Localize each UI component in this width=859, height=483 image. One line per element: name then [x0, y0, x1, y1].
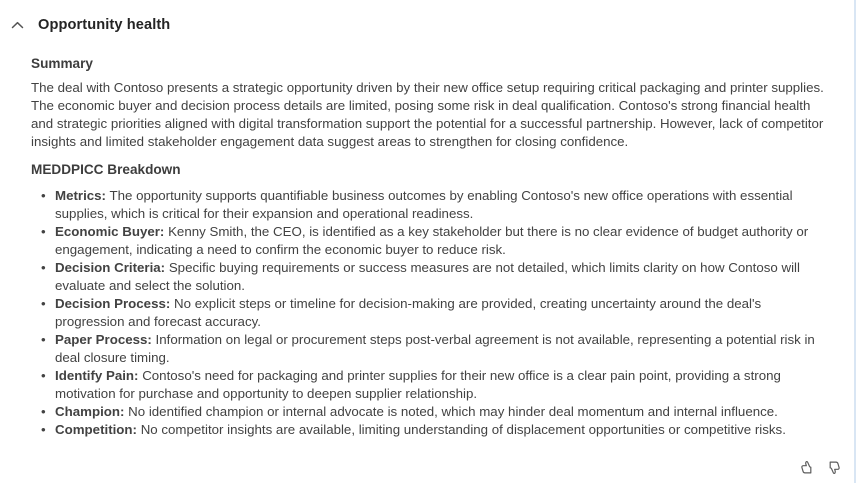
- thumbs-up-button[interactable]: [797, 457, 818, 478]
- thumbs-up-icon: [799, 464, 816, 479]
- meddpicc-item-text: Specific buying requirements or success measures are not detailed, which limits clarity on how Contoso will evaluate and select the solution.: [55, 260, 800, 293]
- meddpicc-item-label: Decision Process:: [55, 296, 171, 311]
- meddpicc-item-text: No identified champion or internal advocate is noted, which may hinder deal momentum and internal influence.: [128, 404, 778, 419]
- meddpicc-item-metrics: [41, 187, 833, 223]
- meddpicc-item-text: Contoso's need for packaging and printer supplies for their new office is a clear pain point, providing a strong motivation for purchase and opportunity to deepen supplier relationship.: [55, 368, 781, 401]
- meddpicc-list: [31, 187, 833, 439]
- panel-right-border: [854, 0, 856, 483]
- meddpicc-item-text: Information on legal or procurement steps post-verbal agreement is not available, representing a potential risk in deal closure timing.: [55, 332, 815, 365]
- meddpicc-item-champion: [41, 403, 833, 421]
- meddpicc-item-text: The opportunity supports quantifiable business outcomes by enabling Contoso's new office operations with essential supplies, which is critical for their expansion and operational readiness.: [55, 188, 793, 221]
- feedback-controls: [797, 457, 844, 478]
- meddpicc-item-text: No competitor insights are available, limiting understanding of displacement opportunities or competitive risks.: [140, 422, 786, 437]
- summary-text: The deal with Contoso presents a strategic opportunity driven by their new office setup requiring critical packaging and printer supplies. The economic buyer and decision process details are limited, posing some risk in deal qualification. Contoso's strong financial health and strategic priorities aligned with digital transformation support the potential for a successful partnership. However, lack of competitor insights and limited stakeholder engagement data suggest areas to strengthen for closing confidence.: [31, 80, 824, 149]
- meddpicc-item-label: Champion:: [55, 404, 125, 419]
- thumbs-down-icon: [825, 464, 842, 479]
- chevron-up-icon[interactable]: [10, 18, 25, 33]
- meddpicc-item-label: Decision Criteria:: [55, 260, 166, 275]
- meddpicc-item-economic-buyer: [41, 223, 833, 259]
- meddpicc-item-label: Paper Process:: [55, 332, 152, 347]
- panel-content: [0, 33, 859, 439]
- meddpicc-item-decision-criteria: [41, 259, 833, 295]
- meddpicc-item-decision-process: [41, 295, 833, 331]
- meddpicc-item-text: Kenny Smith, the CEO, is identified as a key stakeholder but there is no clear evidence of budget authority or engagement, indicating a need to confirm the economic buyer to reduce risk.: [55, 224, 809, 257]
- summary-heading: Summary: [31, 56, 93, 71]
- meddpicc-item-text: No explicit steps or timeline for decision-making are provided, creating uncertainty around the deal's progression and forecast accuracy.: [55, 296, 762, 329]
- meddpicc-item-identify-pain: [41, 367, 833, 403]
- meddpicc-heading: MEDDPICC Breakdown: [31, 162, 181, 177]
- meddpicc-item-label: Economic Buyer:: [55, 224, 165, 239]
- panel-title: Opportunity health: [38, 17, 171, 33]
- accordion-header[interactable]: [0, 0, 859, 33]
- meddpicc-item-label: Competition:: [55, 422, 137, 437]
- meddpicc-item-competition: [41, 421, 833, 439]
- meddpicc-item-label: Metrics:: [55, 188, 106, 203]
- thumbs-down-button[interactable]: [823, 457, 844, 478]
- meddpicc-item-label: Identify Pain:: [55, 368, 139, 383]
- meddpicc-item-paper-process: [41, 331, 833, 367]
